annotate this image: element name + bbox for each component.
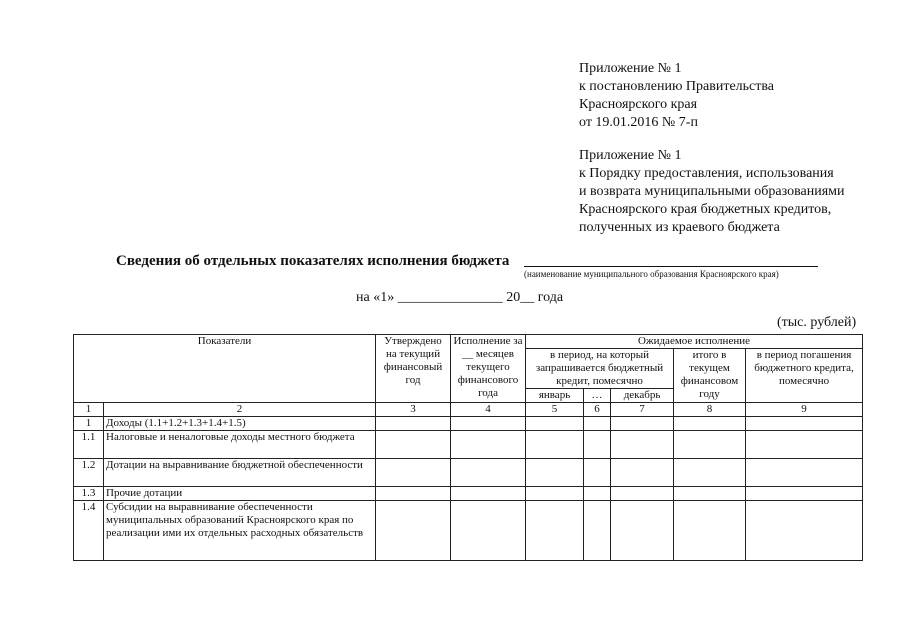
annex-block-resolution xyxy=(579,60,774,132)
report-date-line: на «1» _______________ 20__ года xyxy=(356,290,564,305)
annex-line: к постановлению Правительства xyxy=(579,79,775,94)
column-number: 9 xyxy=(746,403,863,417)
cell-execution xyxy=(451,501,526,561)
column-number: 7 xyxy=(611,403,674,417)
table-row xyxy=(74,417,863,431)
table-row xyxy=(74,459,863,487)
budget-indicators-table xyxy=(73,334,863,561)
cell-january xyxy=(526,431,584,459)
row-number: 1.1 xyxy=(74,431,104,459)
cell-execution xyxy=(451,487,526,501)
annex-line: от 19.01.2016 № 7-п xyxy=(579,115,698,130)
cell-ellipsis xyxy=(584,459,611,487)
column-number: 4 xyxy=(451,403,526,417)
cell-december xyxy=(611,417,674,431)
cell-ellipsis xyxy=(584,501,611,561)
column-number: 8 xyxy=(674,403,746,417)
column-number-row xyxy=(74,403,863,417)
annex-line: Красноярского края xyxy=(579,97,698,112)
row-label: Прочие дотации xyxy=(104,487,376,501)
header-expected: Ожидаемое исполнение xyxy=(526,335,863,349)
cell-total xyxy=(674,459,746,487)
row-label: Дотации на выравнивание бюджетной обеспеченности xyxy=(104,459,376,487)
cell-approved xyxy=(376,417,451,431)
cell-total xyxy=(674,487,746,501)
municipality-fill-line xyxy=(524,266,818,267)
cell-january xyxy=(526,501,584,561)
cell-january xyxy=(526,417,584,431)
annex-block-procedure xyxy=(579,147,844,237)
cell-repayment xyxy=(746,487,863,501)
header-execution: Исполнение за __ месяцев текущего финансового года xyxy=(451,335,526,403)
column-number: 5 xyxy=(526,403,584,417)
table-row xyxy=(74,501,863,561)
header-total: итого в текущем финансовом году xyxy=(674,349,746,403)
header-december: декабрь xyxy=(611,389,674,403)
cell-ellipsis xyxy=(584,417,611,431)
cell-execution xyxy=(451,417,526,431)
annex-line: и возврата муниципальными образованиями xyxy=(579,184,845,199)
cell-repayment xyxy=(746,459,863,487)
annex-line: Красноярского края бюджетных кредитов, xyxy=(579,202,832,217)
header-period-requested: в период, на который запрашивается бюджетный кредит, помесячно xyxy=(526,349,674,389)
row-number: 1 xyxy=(74,417,104,431)
row-label: Субсидии на выравнивание обеспеченности муниципальных образований Красноярского края по реализации ими их отдельных расходных обязательств xyxy=(104,501,376,561)
cell-execution xyxy=(451,459,526,487)
annex-line: Приложение № 1 xyxy=(579,148,682,163)
cell-december xyxy=(611,487,674,501)
cell-execution xyxy=(451,431,526,459)
row-label: Доходы (1.1+1.2+1.3+1.4+1.5) xyxy=(104,417,376,431)
header-approved: Утверждено на текущий финансовый год xyxy=(376,335,451,403)
cell-january xyxy=(526,459,584,487)
cell-approved xyxy=(376,459,451,487)
units-label: (тыс. рублей) xyxy=(777,315,857,330)
cell-approved xyxy=(376,431,451,459)
annex-line: полученных из краевого бюджета xyxy=(579,220,780,235)
row-number: 1.3 xyxy=(74,487,104,501)
cell-december xyxy=(611,459,674,487)
cell-december xyxy=(611,431,674,459)
cell-december xyxy=(611,501,674,561)
column-number: 1 xyxy=(74,403,104,417)
annex-line: к Порядку предоставления, использования xyxy=(579,166,834,181)
header-ellipsis: … xyxy=(584,389,611,403)
cell-total xyxy=(674,431,746,459)
column-number: 6 xyxy=(584,403,611,417)
cell-total xyxy=(674,501,746,561)
cell-repayment xyxy=(746,501,863,561)
cell-ellipsis xyxy=(584,487,611,501)
cell-repayment xyxy=(746,417,863,431)
cell-january xyxy=(526,487,584,501)
column-number: 3 xyxy=(376,403,451,417)
annex-line: Приложение № 1 xyxy=(579,61,682,76)
row-label: Налоговые и неналоговые доходы местного бюджета xyxy=(104,431,376,459)
municipality-caption: (наименование муниципального образования Красноярского края) xyxy=(524,269,779,279)
header-indicators: Показатели xyxy=(74,335,376,403)
table-row xyxy=(74,487,863,501)
row-number: 1.2 xyxy=(74,459,104,487)
table-row xyxy=(74,431,863,459)
header-repayment: в период погашения бюджетного кредита, помесячно xyxy=(746,349,863,403)
cell-ellipsis xyxy=(584,431,611,459)
header-january: январь xyxy=(526,389,584,403)
cell-approved xyxy=(376,501,451,561)
cell-approved xyxy=(376,487,451,501)
cell-total xyxy=(674,417,746,431)
cell-repayment xyxy=(746,431,863,459)
document-title: Сведения об отдельных показателях исполнения бюджета xyxy=(116,253,510,269)
column-number: 2 xyxy=(104,403,376,417)
row-number: 1.4 xyxy=(74,501,104,561)
